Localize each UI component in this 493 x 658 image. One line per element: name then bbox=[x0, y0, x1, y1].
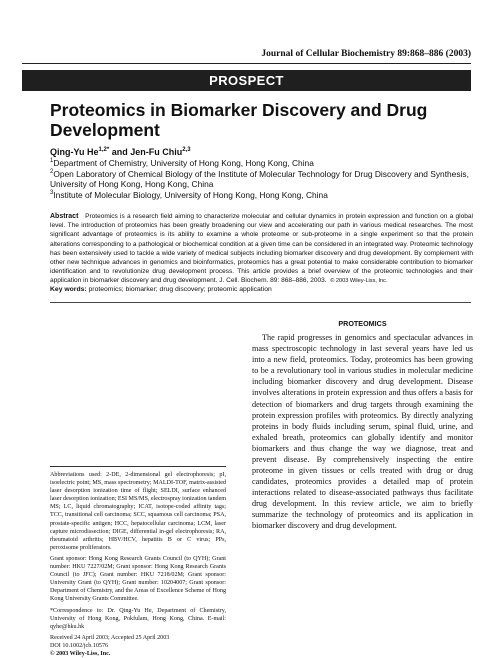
abbreviations-footnote: Abbreviations used: 2-DE, 2-dimensional gel electrophoresis; pI, isoelectric point; MS, mass spectrometry; MALDI-TOF, matrix-assisted laser desorption ionization time of flight; SELDI, surface enhanced laser desorption ionization; ESI MS/MS, electrospray ionization tandem MS; LC, liquid chromatography; ICAT, isotope-coded affinity tags; TCC, transitional cell carcinoma; SCC, squamous cell carcinoma; PSA, prostate-specific antigen; HCC, hepatocellular carcinoma; LCM, laser capture microdissection; DIGE, differential in-gel electrophoresis; RA, rheumatoid arthritis; HBV/HCV, hepatitis B or C virus; PPs, peroxisome proliferators. bbox=[50, 472, 227, 551]
abstract-copyright: © 2003 Wiley-Liss, Inc. bbox=[330, 278, 388, 285]
footnote-copyright: © 2003 Wiley-Liss, Inc. bbox=[50, 650, 111, 657]
keywords-text: proteomics; biomarker; drug discovery; proteomic application bbox=[88, 286, 272, 293]
body-column bbox=[252, 318, 473, 531]
received-date: Received 24 April 2003; Accepted 25 April 2003 bbox=[50, 634, 170, 641]
article-title: Proteomics in Biomarker Discovery and Drug Development bbox=[50, 100, 428, 140]
author-line bbox=[50, 147, 191, 157]
author-join: and bbox=[109, 147, 131, 157]
body-paragraph: The rapid progresses in genomics and spectacular advances in mass spectroscopic technology in last several years have led us into a new field, proteomics. Today, proteomics has been growing to be a revolutionary tool in various studies in molecular medicine including biomarker discovery and drug development. Disease involves alterations in protein expression and thus offers a basis for detection of biomarkers and drug targets through examining the protein expression profiles with proteomics. By directly analyzing proteins in body fluids including serum, spinal fluid, urine, and exhaled breath, proteomics can globally identify and monitor biomarkers and thus change the way we diagnose, treat and prevent disease. By comprehensively inspecting the entire proteome in given tissues or cells treated with drug or drug candidates, proteomics provides a detailed map of protein interactions related to disease-associated pathways thus facilitate drug development. In this review article, we aim to briefly summarize the technology of proteomics and its application in biomarker discovery and drug development. bbox=[252, 333, 473, 531]
affiliation: $^3$Institute of Molecular Biology, University of Hong Kong, Hong Kong, China bbox=[50, 189, 328, 200]
author-superscript: 2,3 bbox=[182, 147, 191, 153]
keywords-label: Key words: bbox=[50, 286, 87, 293]
affiliations bbox=[50, 158, 470, 200]
section-heading: PROTEOMICS bbox=[338, 319, 387, 328]
affiliation: $^1$Department of Chemistry, University of Hong Kong, Hong Kong, China bbox=[50, 158, 314, 168]
abstract-label: Abstract bbox=[50, 213, 79, 220]
affiliation: $^2$Open Laboratory of Chemical Biology of the Institute of Molecular Technology for Drug Discovery and Synthesis, University of Hong Kong, Hong Kong, China bbox=[50, 168, 469, 190]
doi: DOI 10.1002/jcb.10576 bbox=[50, 642, 109, 649]
keywords bbox=[50, 286, 473, 293]
abstract-rule bbox=[50, 302, 471, 303]
footnote-rule bbox=[50, 466, 226, 467]
correspondence-footnote: *Correspondence to: Dr. Qing-Yu He, Department of Chemistry, University of Hong Kong, Pokfulam, Hong Kong, China. E-mail: qyhe@hku.hk bbox=[50, 607, 226, 630]
grant-footnote: Grant sponsor: Hong Kong Research Grants Council (to QYH); Grant number: HKU 7227/02M; Grant sponsor: Hong Kong Research Grants Council (to JFC); Grant number: HKU 7218/02M; Grant sponsor: University Grant (to QYH); Grant number: 10204007; Grant sponsor: Department of Chemistry, and the Areas of Excellence Scheme of Hong Kong University Grants Committee. bbox=[50, 555, 226, 603]
abstract-text: Proteomics is a research field aiming to characterize molecular and cellular dynamics in protein expression and function on a global level. The introduction of proteomics has been greatly broadening our view and accelerating our path in various medical researches. The most significant advantage of proteomics is its ability to examine a whole proteome or sub-proteome in a single experiment so that the protein alterations corresponding to a pathological or biochemical condition at a given time can be considered in an integrated way. Proteomic technology has been extensively used to tackle a wide variety of medical subjects including biomarker discovery and drug development. By complement with other new technique advances in genomics and bioinformatics, proteomics has a great potential to make considerable contribution to biomarker identification and to revolutionize drug development process. This article provides a brief overview of the proteomic technologies and their application in biomarker discovery and drug development. J. Cell. Biochem. 89: 868–886, 2003. bbox=[50, 213, 473, 285]
footnotes bbox=[50, 466, 226, 658]
author-superscript: 1,2* bbox=[98, 147, 110, 153]
journal-citation: Journal of Cellular Biochemistry 89:868–886 (2003) bbox=[261, 49, 471, 59]
header-rule bbox=[22, 63, 471, 64]
author-name: Jen-Fu Chiu bbox=[130, 147, 183, 157]
author-name: Qing-Yu He bbox=[50, 147, 99, 157]
abstract bbox=[50, 212, 473, 287]
section-band: PROSPECT bbox=[22, 70, 471, 91]
